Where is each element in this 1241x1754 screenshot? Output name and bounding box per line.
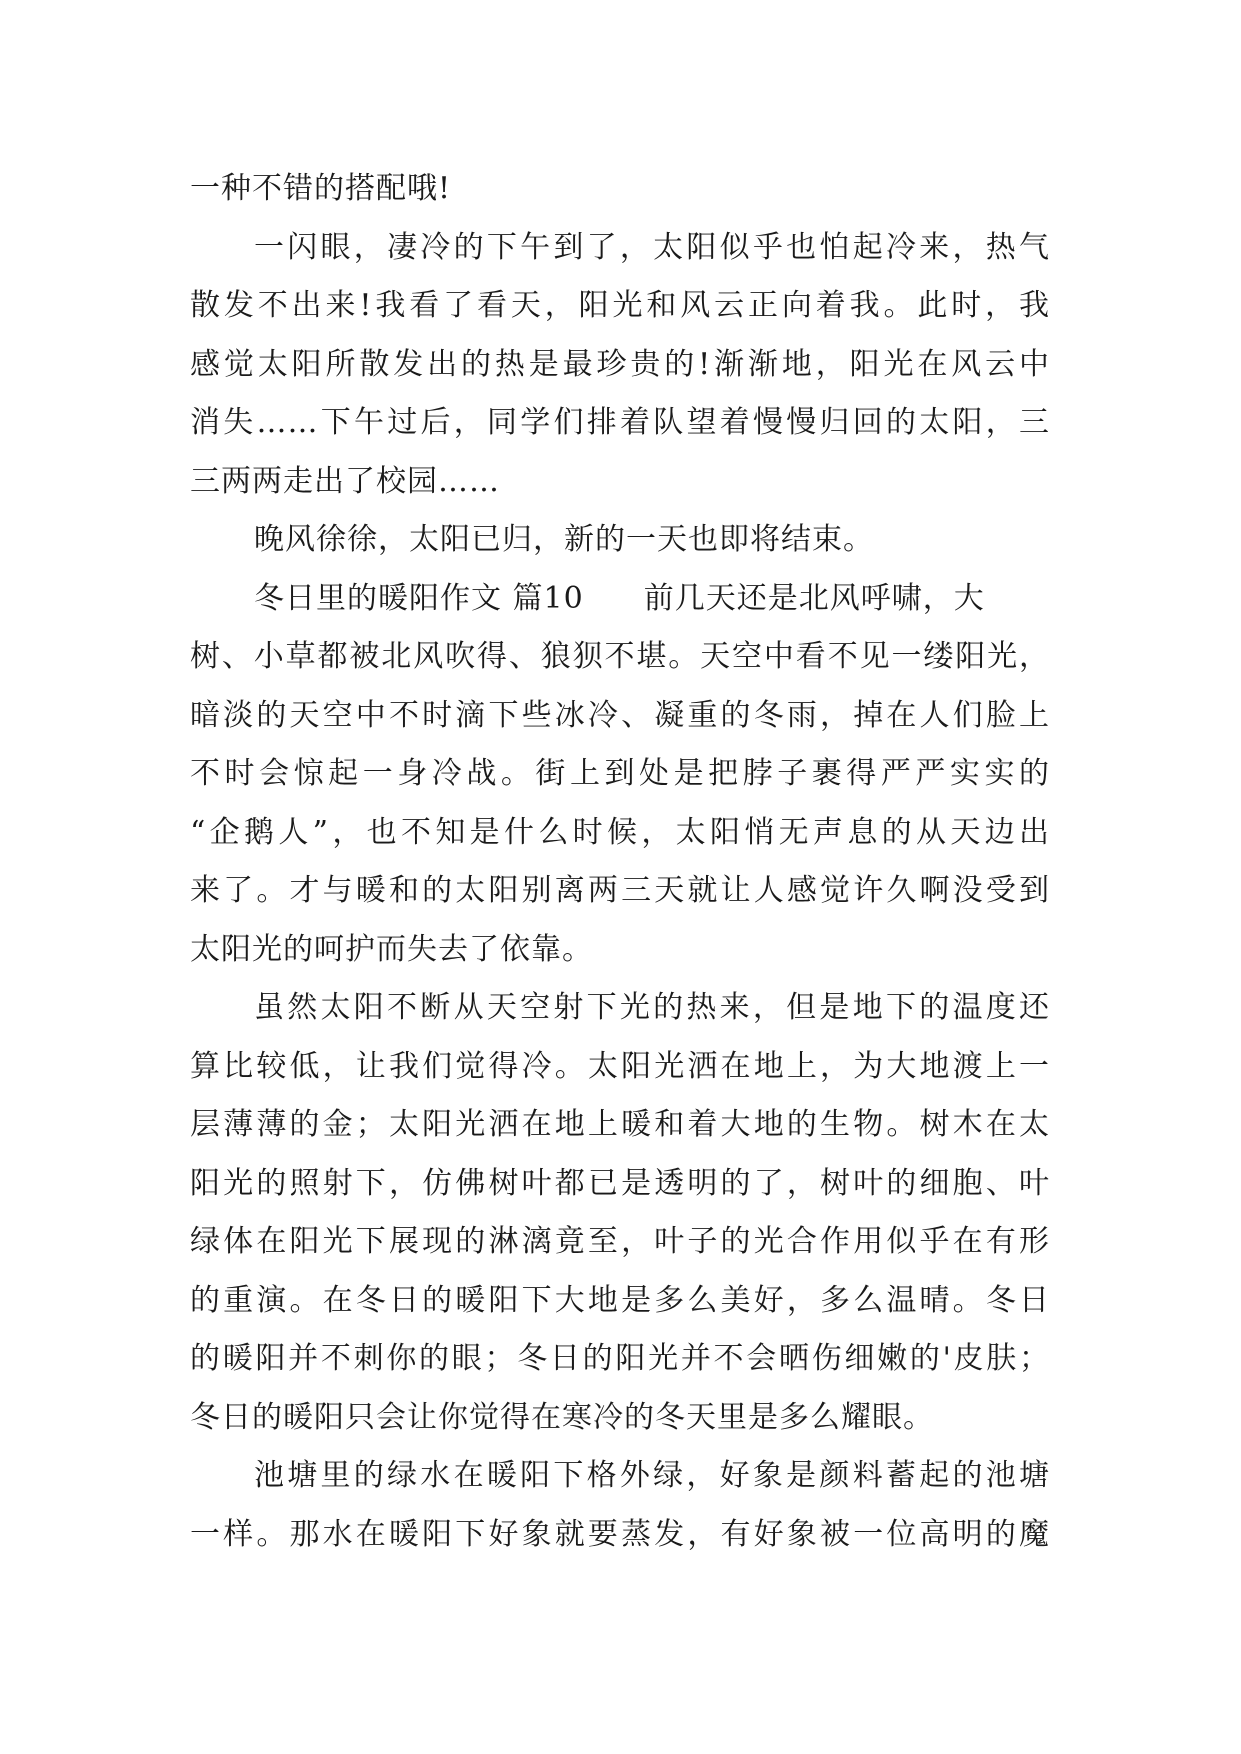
text-line: 树、小草都被北风吹得、狼狈不堪。天空中看不见一缕阳光，	[190, 639, 1050, 674]
text-line: 的重演。在冬日的暖阳下大地是多么美好，多么温晴。冬日	[190, 1282, 1050, 1318]
text-line: 太阳光的呵护而失去了依靠。	[190, 931, 593, 967]
paragraph-start-line: 一闪眼，凄冷的下午到了，太阳似乎也怕起冷来，热气	[254, 229, 1050, 265]
text-line: 散发不出来!我看了看天，阳光和风云正向着我。此时，我	[190, 288, 1050, 323]
text-line: 阳光的照射下，仿佛树叶都已是透明的了，树叶的细胞、叶	[190, 1165, 1050, 1201]
section-heading-line	[190, 570, 1050, 629]
essay-text	[190, 160, 1050, 1564]
paragraph-start-line: 池塘里的绿水在暖阳下格外绿，好象是颜料蓄起的池塘	[254, 1458, 1050, 1493]
text-line: 不时会惊起一身冷战。街上到处是把脖子裹得严严实实的	[190, 756, 1050, 791]
text-line: 算比较低，让我们觉得冷。太阳光洒在地上，为大地渡上一	[190, 1048, 1050, 1084]
text-line: 消失……下午过后，同学们排着队望着慢慢归回的太阳，三	[190, 405, 1050, 440]
text-line: 一样。那水在暖阳下好象就要蒸发，有好象被一位高明的魔	[190, 1516, 1050, 1552]
paragraph-start-text: 前几天还是北风呼啸，大	[643, 580, 985, 616]
text-line: 感觉太阳所散发出的热是最珍贵的!渐渐地，阳光在风云中	[190, 346, 1050, 382]
text-line: 绿体在阳光下展现的淋漓竟至，叶子的光合作用似乎在有形	[190, 1224, 1050, 1259]
text-line: 三两两走出了校园……	[190, 463, 500, 499]
text-line: 一种不错的搭配哦!	[190, 171, 452, 206]
section-heading: 冬日里的暖阳作文 篇10	[254, 580, 584, 616]
text-line: “企鹅人”，也不知是什么时候，太阳悄无声息的从天边出	[190, 814, 1050, 850]
text-line: 来了。才与暖和的太阳别离两三天就让人感觉许久啊没受到	[190, 873, 1050, 908]
text-line: 暗淡的天空中不时滴下些冰冷、凝重的冬雨，掉在人们脸上	[190, 697, 1050, 733]
text-line: 的暖阳并不刺你的眼；冬日的阳光并不会晒伤细嫩的'皮肤；	[190, 1341, 1050, 1376]
paragraph-start-line: 晚风徐徐，太阳已归，新的一天也即将结束。	[254, 522, 874, 557]
paragraph-start-line: 虽然太阳不断从天空射下光的热来，但是地下的温度还	[254, 990, 1050, 1025]
text-line: 冬日的暖阳只会让你觉得在寒冷的冬天里是多么耀眼。	[190, 1399, 934, 1435]
text-line: 层薄薄的金；太阳光洒在地上暖和着大地的生物。树木在太	[190, 1107, 1050, 1142]
